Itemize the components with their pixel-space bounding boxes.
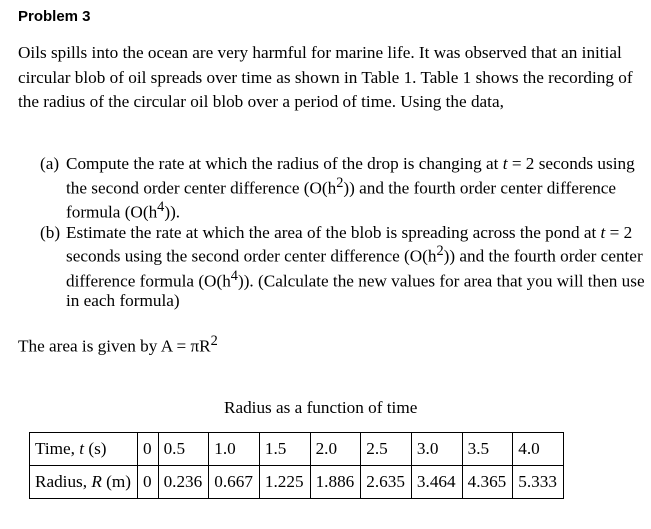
radius-cell: 0.236 bbox=[158, 466, 209, 499]
time-cell: 4.0 bbox=[513, 433, 564, 466]
radius-cell: 1.886 bbox=[310, 466, 361, 499]
question-b bbox=[40, 223, 646, 310]
time-cell: 0 bbox=[137, 433, 158, 466]
time-cell: 2.5 bbox=[361, 433, 412, 466]
question-a-marker: (a) bbox=[40, 154, 60, 173]
radius-cell: 1.225 bbox=[259, 466, 310, 499]
radius-cell: 4.365 bbox=[462, 466, 513, 499]
question-b-text-4: )). (Calculate the new values for area that you will then use in each formula) bbox=[66, 271, 645, 310]
table-caption: Radius as a function of time bbox=[224, 398, 418, 417]
radius-row bbox=[30, 466, 564, 499]
time-cell: 1.5 bbox=[259, 433, 310, 466]
time-cell: 3.0 bbox=[411, 433, 462, 466]
time-unit: (s) bbox=[84, 439, 107, 458]
area-formula-text: The area is given by A = πR bbox=[18, 336, 211, 356]
question-b-time-equals: = 2 bbox=[605, 222, 633, 242]
time-cell: 0.5 bbox=[158, 433, 209, 466]
question-b-exponent-4: 4 bbox=[230, 267, 238, 284]
time-cell: 1.0 bbox=[209, 433, 260, 466]
question-b-text-2: seconds using the second order center difference (O(h bbox=[66, 247, 437, 267]
area-formula bbox=[18, 333, 218, 357]
intro-paragraph: Oils spills into the ocean are very harmful for marine life. It was observed that an initial circular blob of oil spreads over time as shown in Table 1. Table 1 shows the recording of the radius of the circular oil blob over a period of time. Using the data, bbox=[18, 43, 633, 111]
time-label: Time, bbox=[35, 439, 80, 458]
question-a-text-1: Compute the rate at which the radius of the drop is changing at bbox=[66, 154, 503, 173]
question-list bbox=[40, 154, 646, 310]
radius-cell: 0 bbox=[137, 466, 158, 499]
radius-label: Radius, bbox=[35, 472, 92, 491]
radius-unit: (m) bbox=[101, 472, 131, 491]
time-header-cell bbox=[30, 433, 138, 466]
radius-cell: 3.464 bbox=[411, 466, 462, 499]
radius-cell: 5.333 bbox=[513, 466, 564, 499]
question-a-text-3: )) and the fourth order center difference formula (O(h bbox=[66, 178, 617, 222]
question-a-text-4: )). bbox=[164, 202, 181, 222]
radius-cell: 0.667 bbox=[209, 466, 260, 499]
radius-cell: 2.635 bbox=[361, 466, 412, 499]
radius-variable: R bbox=[91, 472, 102, 491]
problem-heading: Problem 3 bbox=[18, 8, 91, 25]
question-a-text-2: seconds using the second order center difference (O(h bbox=[66, 154, 635, 198]
time-variable: t bbox=[79, 439, 85, 458]
question-a-time-variable: t bbox=[502, 154, 508, 173]
question-a-time-equals: = 2 bbox=[507, 154, 535, 173]
time-cell: 3.5 bbox=[462, 433, 513, 466]
time-cell: 2.0 bbox=[310, 433, 361, 466]
question-b-time-variable: t bbox=[600, 222, 606, 242]
time-row bbox=[30, 433, 564, 466]
area-formula-exponent: 2 bbox=[210, 333, 218, 349]
question-a bbox=[40, 154, 646, 222]
radius-time-table bbox=[29, 432, 564, 499]
radius-header-cell bbox=[30, 466, 138, 499]
question-b-marker: (b) bbox=[40, 222, 61, 242]
question-a-exponent-2: 2 bbox=[336, 174, 344, 191]
question-b-exponent-2: 2 bbox=[436, 243, 444, 260]
question-b-text-1: Estimate the rate at which the area of the blob is spreading across the pond at bbox=[66, 222, 601, 242]
question-a-exponent-4: 4 bbox=[157, 198, 165, 215]
question-b-text-3: )) and the fourth order center difference formula (O(h bbox=[66, 247, 643, 291]
